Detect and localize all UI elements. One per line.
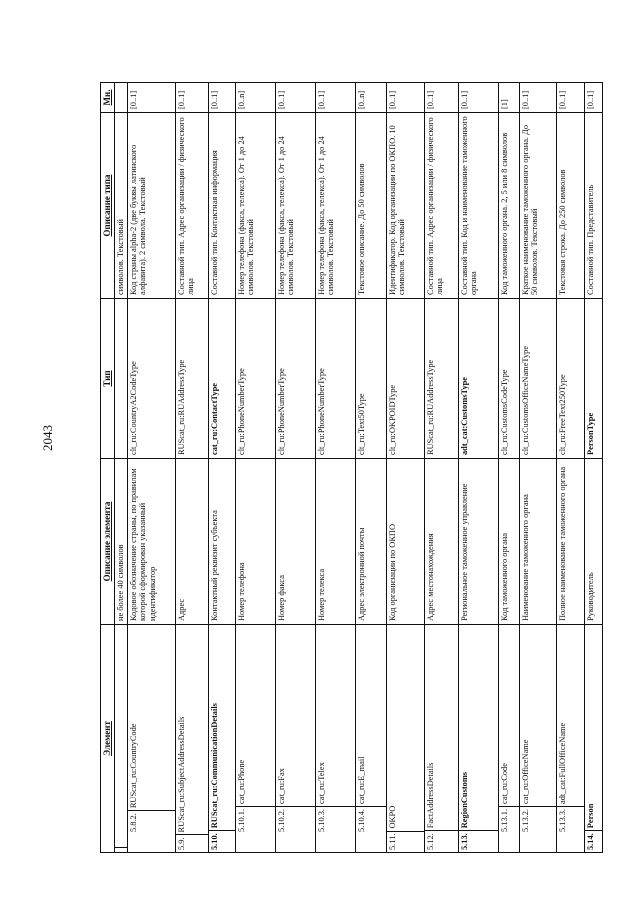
element-name: RUScat_ru:SubjectAddressDetails (176, 716, 186, 833)
cell-element (175, 625, 208, 853)
cell-element (424, 625, 458, 853)
cell-element (275, 625, 315, 853)
cell-type-description: Номер телефона (факса, телекса). От 1 до 24 символов. Текстовый (315, 113, 355, 299)
element-name: cat_ru:OfficeName (520, 739, 530, 804)
element-number: 5.13.1. (499, 806, 519, 834)
header-multiplicity: Мн. (101, 83, 115, 113)
table-row (386, 83, 424, 853)
element-number: 5.11. (387, 831, 424, 852)
cell-type-description: Текстовая строка. До 250 символов (556, 113, 584, 299)
cell-type-description: Составной тип. Контактная информация (208, 113, 235, 299)
element-name: cat_ru:E_mail (356, 756, 366, 804)
element-name (115, 843, 127, 847)
cell-element (556, 625, 584, 853)
element-name: cat_ru:Phone (236, 759, 246, 804)
cell-element (386, 625, 424, 853)
cell-type: clt_ru:PhoneNumberType (275, 299, 315, 459)
cell-multiplicity: [0..1] (315, 83, 355, 113)
element-name: RUScat_ru:CountryCode (128, 723, 138, 809)
element-name: adt_cat:FullOfficeName (557, 722, 567, 804)
element-number: 5.13.3. (557, 806, 584, 834)
cell-type-description: Код таможенного органа. 2, 5 или 8 символов (498, 113, 519, 299)
document-table-area (100, 83, 595, 853)
table-row (498, 83, 519, 853)
element-number: 5.13. (459, 830, 498, 852)
table-row (127, 83, 175, 853)
cell-type-description: Составной тип. Адрес организации / физического лица (424, 113, 458, 299)
cell-type: clt_ru:CustomsCodeType (498, 299, 519, 459)
cell-multiplicity: [0..1] (175, 83, 208, 113)
cell-element-description: Руководитель (584, 459, 602, 625)
cell-element (235, 625, 275, 853)
header-type: Тип (101, 299, 115, 459)
cell-element-description: Код организации по ОКПО (386, 459, 424, 625)
cell-element (458, 625, 498, 853)
element-name: RegionCustoms (459, 771, 469, 829)
cell-type: RUScat_ru:RUAddressType (424, 299, 458, 459)
element-number: 5.8.2. (128, 810, 175, 834)
element-name: FactAddressDetails (425, 762, 435, 829)
cell-type: clt_ru:OKPOIDType (386, 299, 424, 459)
cell-multiplicity: [0..1] (275, 83, 315, 113)
table-row (519, 83, 556, 853)
element-number (115, 847, 127, 852)
header-element: Элемент (101, 625, 115, 853)
table-row (584, 83, 602, 853)
element-name: Person (585, 803, 595, 829)
cell-element (114, 625, 127, 853)
cell-multiplicity: [0..n] (355, 83, 386, 113)
cell-type: clt_ru:Text50Type (355, 299, 386, 459)
element-number: 5.10.4. (356, 806, 386, 834)
element-number: 5.10.1. (236, 806, 275, 834)
table-row (235, 83, 275, 853)
table-row (175, 83, 208, 853)
header-element-description: Описание элемента (101, 459, 115, 625)
cell-type-description: Составной тип. Код и наименование таможенного органа (458, 113, 498, 299)
cell-type-description: Составной тип. Представитель (584, 113, 602, 299)
cell-multiplicity: [0..1] (127, 83, 175, 113)
cell-type: PersonType (584, 299, 602, 459)
element-name: cat_ru:Fax (276, 768, 286, 804)
element-number: 5.10.3. (316, 806, 355, 834)
cell-element (498, 625, 519, 853)
cell-type: RUScat_ru:RUAddressType (175, 299, 208, 459)
cell-type (114, 299, 127, 459)
table-row (208, 83, 235, 853)
cell-multiplicity: [0..1] (424, 83, 458, 113)
table-row (315, 83, 355, 853)
element-name: cat_ru:Telex (316, 762, 326, 804)
element-table (100, 82, 603, 853)
cell-element-description: Адрес электронной почты (355, 459, 386, 625)
cell-type: cat_ru:ContactType (208, 299, 235, 459)
cell-element (519, 625, 556, 853)
cell-element-description: Контактный реквизит субъекта (208, 459, 235, 625)
cell-type-description: Идентификатор. Код организации по ОКПО. 10 символов. Текстовый (386, 113, 424, 299)
element-name: cat_ru:Code (499, 763, 509, 804)
cell-element-description: Кодовое обозначение страны, по правилам которой сформирован указанный идентификатор (127, 459, 175, 625)
element-number: 5.12. (425, 830, 458, 852)
cell-type: clt_ru:PhoneNumberType (315, 299, 355, 459)
cell-multiplicity (114, 83, 127, 113)
element-number: 5.10.2. (276, 806, 315, 834)
cell-type-description: Номер телефона (факса, телекса). От 1 до 24 символов. Текстовый (235, 113, 275, 299)
cell-element (584, 625, 602, 853)
cell-element-description: Номер телефона (235, 459, 275, 625)
cell-element (355, 625, 386, 853)
cell-type-description: Краткое наименование таможенного органа. До 50 символов. Текстовый (519, 113, 556, 299)
cell-type-description: символов. Текстовый (114, 113, 127, 299)
header-type-description: Описание типа (101, 113, 115, 299)
element-name: RUScat_ru:CommunicationDetails (209, 703, 219, 829)
table-row (275, 83, 315, 853)
cell-multiplicity: [0..1] (584, 83, 602, 113)
table-row (458, 83, 498, 853)
cell-element-description: Адрес местонахождения (424, 459, 458, 625)
cell-type: clt_ru:FreeText250Type (556, 299, 584, 459)
cell-type: clt_ru:CustomsOfficeNameType (519, 299, 556, 459)
cell-element-description: Номер факса (275, 459, 315, 625)
cell-multiplicity: [0..1] (386, 83, 424, 113)
cell-element-description: Полное наименование таможенного органа (556, 459, 584, 625)
cell-type: clt_ru:PhoneNumberType (235, 299, 275, 459)
cell-element-description: Региональное таможенное управление (458, 459, 498, 625)
cell-element (315, 625, 355, 853)
cell-element (127, 625, 175, 853)
element-number: 5.13.2. (520, 806, 556, 834)
cell-type: clt_ru:CountryA2CodeType (127, 299, 175, 459)
cell-type-description: Составной тип. Адрес организации / физического лица (175, 113, 208, 299)
table-row (556, 83, 584, 853)
table-row (114, 83, 127, 853)
cell-type-description: Код страны alpha-2 (две буквы латинского алфавита). 2 символа. Текстовый (127, 113, 175, 299)
cell-type: adt_cat:CustomsType (458, 299, 498, 459)
cell-multiplicity: [0..1] (208, 83, 235, 113)
element-name: OKPO (387, 805, 397, 829)
table-header-row (101, 83, 115, 853)
cell-multiplicity: [0..1] (519, 83, 556, 113)
cell-type-description: Текстовое описание. До 50 символов (355, 113, 386, 299)
cell-element-description: не более 40 символов (114, 459, 127, 625)
element-number: 5.14. (585, 830, 602, 852)
element-number: 5.10. (209, 830, 235, 852)
cell-multiplicity: [0..1] (458, 83, 498, 113)
cell-element (208, 625, 235, 853)
cell-multiplicity: [0..n] (235, 83, 275, 113)
cell-element-description: Адрес (175, 459, 208, 625)
table-row (355, 83, 386, 853)
cell-element-description: Наименование таможенного органа (519, 459, 556, 625)
page-number: 2043 (40, 425, 55, 451)
table-row (424, 83, 458, 853)
cell-multiplicity: [0..1] (556, 83, 584, 113)
cell-element-description: Код таможенного органа (498, 459, 519, 625)
cell-element-description: Номер телекса (315, 459, 355, 625)
cell-multiplicity: [1] (498, 83, 519, 113)
cell-type-description: Номер телефона (факса, телекса). От 1 до 24 символов. Текстовый (275, 113, 315, 299)
element-number: 5.9. (176, 834, 208, 852)
